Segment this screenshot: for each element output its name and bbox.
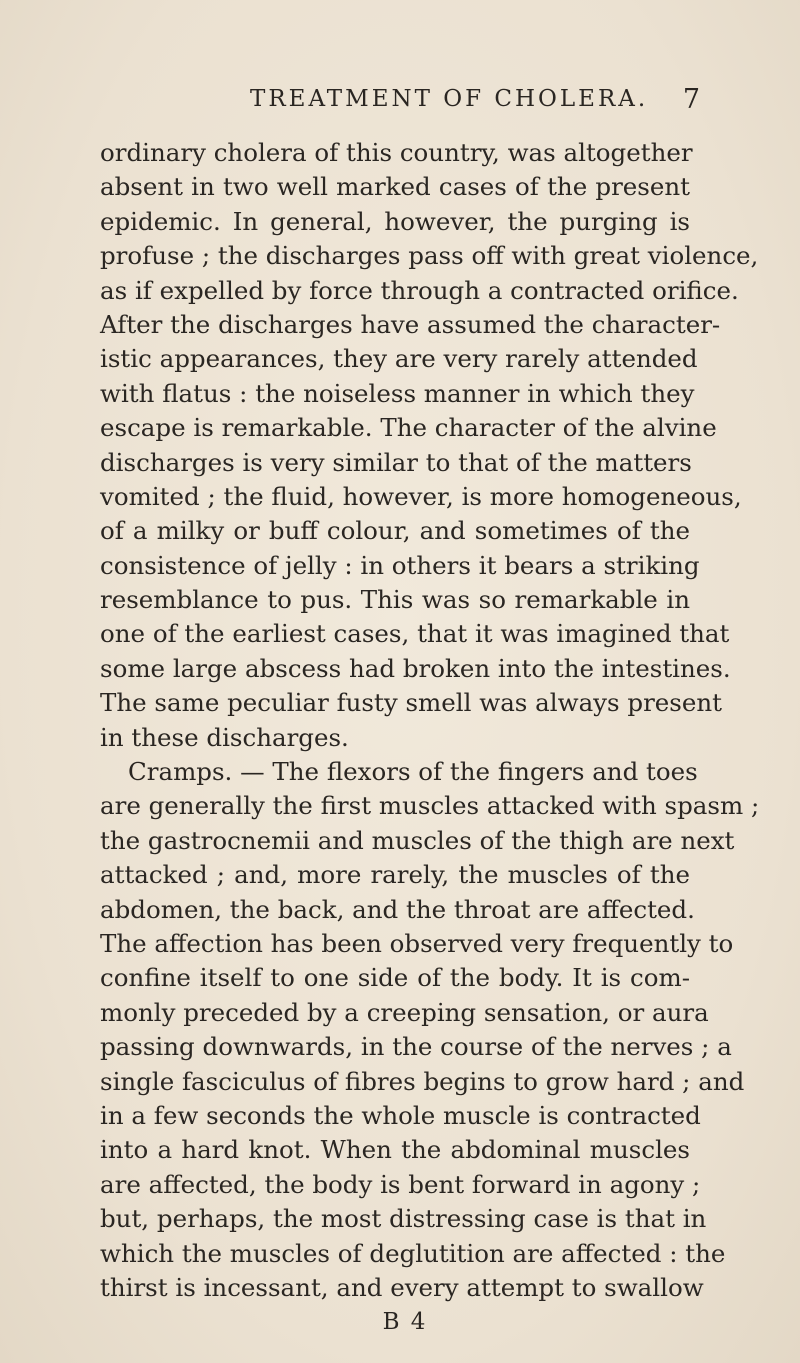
text-line: istic appearances, they are very rarely attended (100, 344, 698, 374)
text-line: with flatus : the noiseless manner in which they (100, 378, 695, 408)
text-line: the gastrocnemii and muscles of the thigh are next (100, 825, 735, 855)
text-line: discharges is very similar to that of the matters (100, 447, 692, 477)
text-line: in a few seconds the whole muscle is contracted (100, 1100, 701, 1130)
text-line: escape is remarkable. The character of the alvine (100, 413, 717, 443)
text-line: The affection has been observed very frequently to (100, 928, 734, 958)
text-line: passing downwards, in the course of the nerves ; a (100, 1032, 732, 1062)
text-line: which the muscles of deglutition are affected : the (100, 1238, 726, 1268)
signature-mark: B 4 (382, 1309, 428, 1336)
running-head: TREATMENT OF CHOLERA. (250, 86, 649, 112)
text-line: are generally the first muscles attacked with spasm ; (100, 791, 760, 821)
text-line: are affected, the body is bent forward in agony ; (100, 1169, 701, 1199)
text-line: epidemic. In general, however, the purging is (100, 206, 690, 236)
text-line: attacked ; and, more rarely, the muscles of the (100, 860, 690, 890)
body-text (100, 136, 760, 1340)
text-line: After the discharges have assumed the character- (100, 309, 721, 339)
text-line: abdomen, the back, and the throat are affected. (100, 894, 695, 924)
page-number: 7 (682, 84, 700, 115)
text-line: absent in two well marked cases of the present (100, 172, 690, 202)
text-line: thirst is incessant, and every attempt to swallow (100, 1272, 704, 1302)
text-line: Cramps. — The flexors of the fingers and toes (128, 757, 698, 787)
page-header (100, 86, 700, 126)
text-line: monly preceded by a creeping sensation, or aura (100, 997, 709, 1027)
text-line: some large abscess had broken into the intestines. (100, 653, 731, 683)
text-line: The same peculiar fusty smell was always present (100, 688, 722, 718)
text-line: as if expelled by force through a contracted orifice. (100, 275, 739, 305)
text-line: of a milky or buff colour, and sometimes of the (100, 516, 690, 546)
text-line: one of the earliest cases, that it was imagined that (100, 619, 730, 649)
text-line: profuse ; the discharges pass off with great violence, (100, 241, 759, 271)
text-line: single fasciculus of fibres begins to grow hard ; and (100, 1066, 745, 1096)
text-line: consistence of jelly : in others it bears a striking (100, 550, 700, 580)
text-line: resemblance to pus. This was so remarkable in (100, 585, 690, 615)
text-line: but, perhaps, the most distressing case is that in (100, 1204, 707, 1234)
text-line: ordinary cholera of this country, was altogether (100, 138, 693, 167)
text-line: confine itself to one side of the body. It is com- (100, 963, 690, 993)
text-line: in these discharges. (100, 722, 349, 752)
text-line: into a hard knot. When the abdominal muscles (100, 1135, 690, 1165)
text-line: vomited ; the fluid, however, is more homogeneous, (100, 481, 742, 511)
